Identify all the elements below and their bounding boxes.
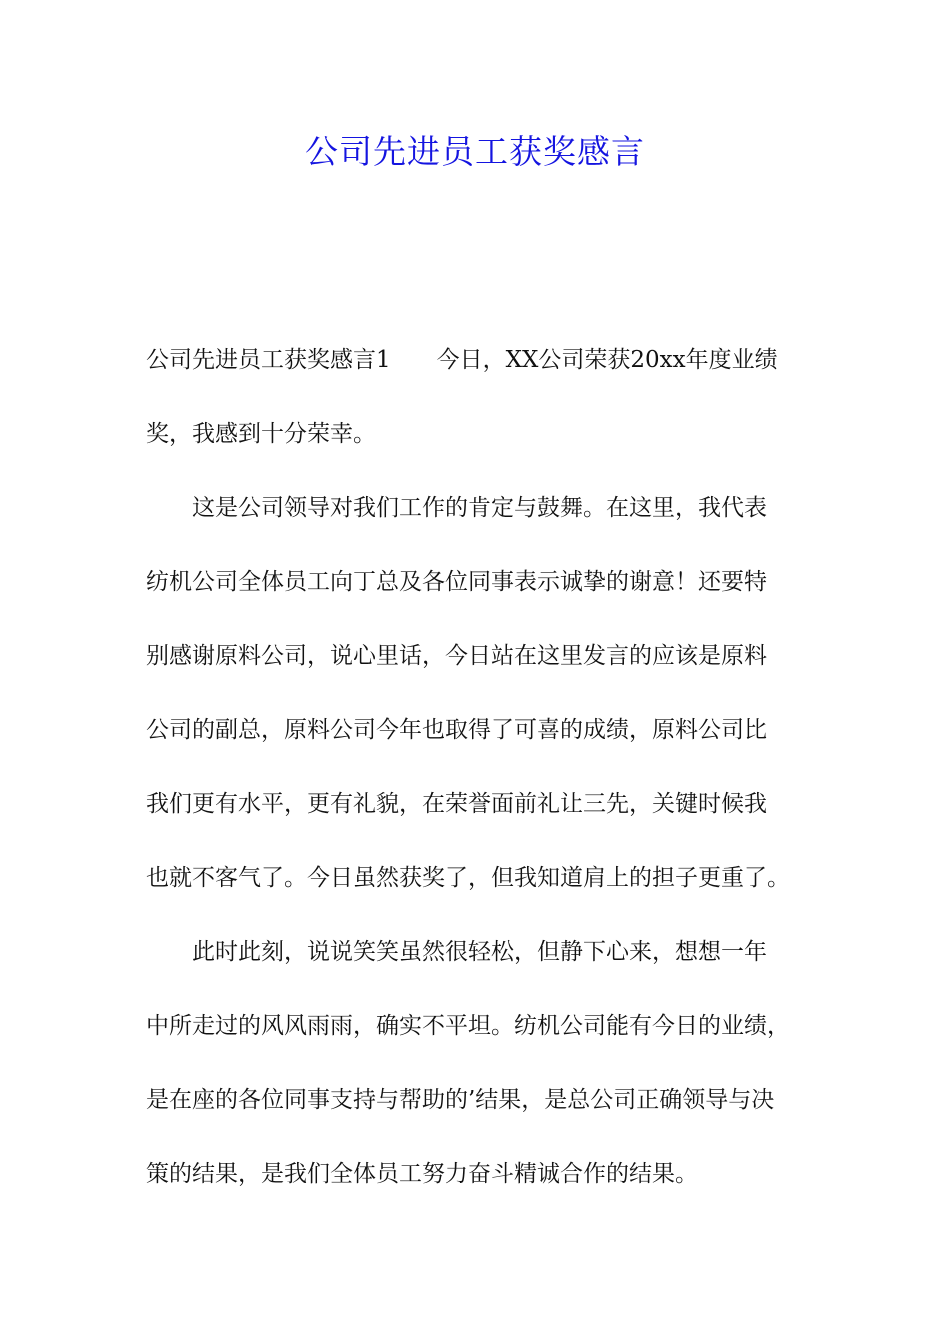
document-title: 公司先进员工获奖感言 xyxy=(305,132,645,171)
text-line: 也就不客气了。今日虽然获奖了，但我知道肩上的担子更重了。 xyxy=(146,865,790,891)
text-line: 这是公司领导对我们工作的肯定与鼓舞。在这里，我代表 xyxy=(192,495,767,521)
text-line: 我们更有水平，更有礼貌，在荣誉面前礼让三先，关键时候我 xyxy=(146,791,767,817)
text-line: 公司先进员工获奖感言1 今日，XX公司荣获20xx年度业绩 xyxy=(146,347,778,373)
text-line: 别感谢原料公司，说心里话，今日站在这里发言的应该是原料 xyxy=(146,643,767,669)
text-line: 奖，我感到十分荣幸。 xyxy=(146,421,376,447)
text-line: 是在座的各位同事支持与帮助的’结果，是总公司正确领导与决 xyxy=(146,1087,775,1113)
text-line: 纺机公司全体员工向丁总及各位同事表示诚挚的谢意！还要特 xyxy=(146,569,767,595)
text-line: 公司的副总，原料公司今年也取得了可喜的成绩，原料公司比 xyxy=(146,717,767,743)
text-line: 中所走过的风风雨雨，确实不平坦。纺机公司能有今日的业绩， xyxy=(146,1013,790,1039)
text-line: 策的结果，是我们全体员工努力奋斗精诚合作的结果。 xyxy=(146,1161,698,1187)
text-line: 此时此刻，说说笑笑虽然很轻松，但静下心来，想想一年 xyxy=(192,939,767,965)
document-body xyxy=(146,338,808,1226)
